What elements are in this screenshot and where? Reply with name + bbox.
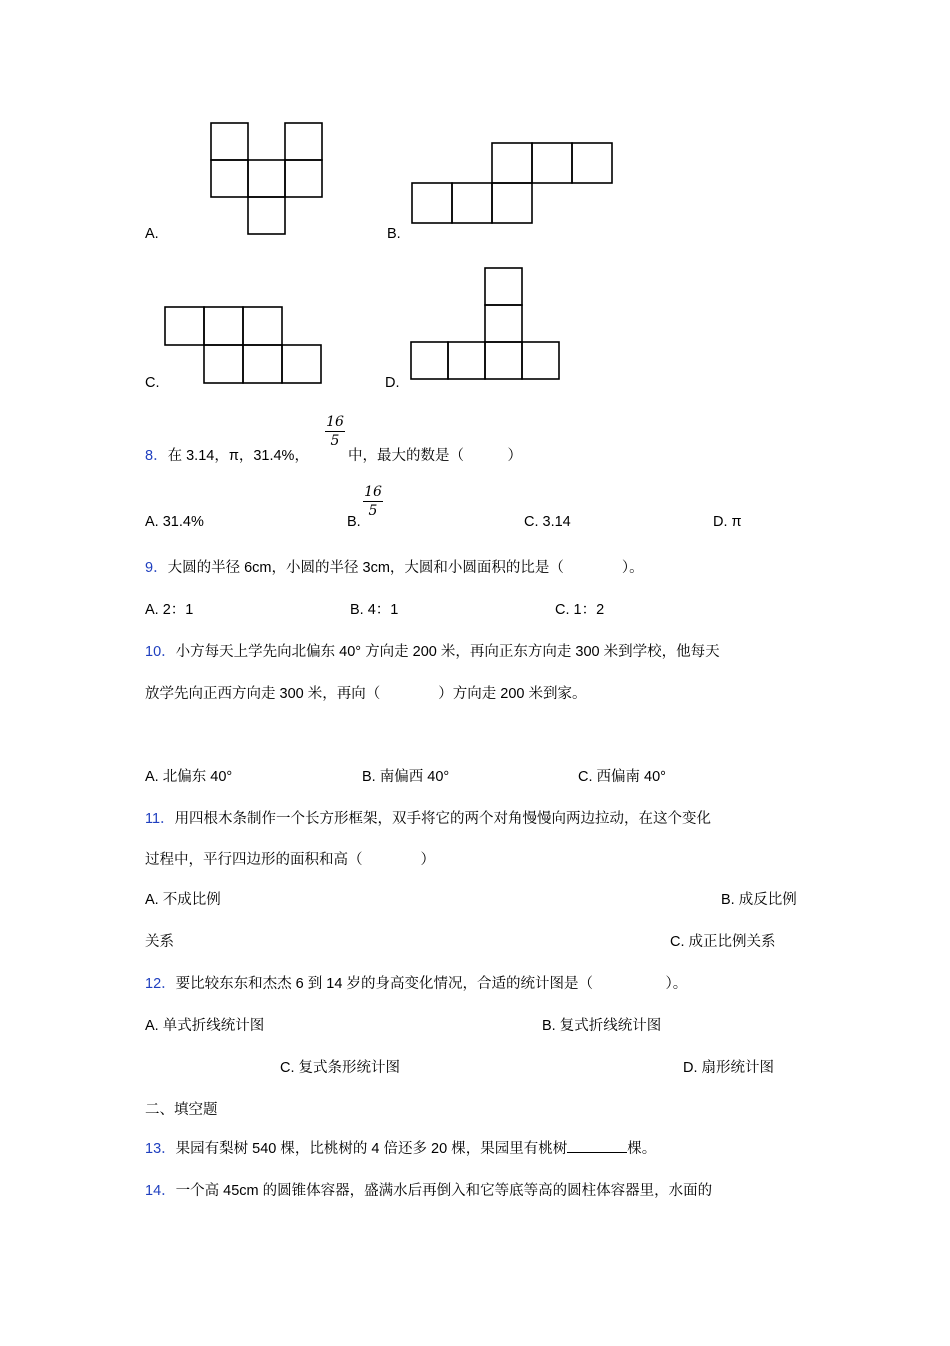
q14-text: 一个高 45cm 的圆锥体容器，盛满水后再倒入和它等底等高的圆柱体容器里，水面的 [175,1183,713,1199]
net-square [248,197,285,234]
net-square [448,342,485,379]
net-square [411,342,448,379]
q10-option-b: B. 南偏西 40° [362,769,450,785]
q8-number: 8． [145,448,168,464]
net-square [492,183,532,223]
q9-option-a: A. 2：1 [145,602,194,618]
q10-text-line1: 小方每天上学先向北偏东 40° 方向走 200 米，再向正东方向走 300 米到学校，他每天 [175,644,720,660]
q13-number: 13． [145,1141,176,1157]
q9-text: 大圆的半径 6cm，小圆的半径 3cm，大圆和小圆面积的比是（ ）。 [167,560,644,576]
q13-stem [145,1137,656,1158]
net-square [211,123,248,160]
net-square [452,183,492,223]
q8-text-after: 中，最大的数是（ ） [348,448,522,464]
q7-option-b-net [410,140,620,230]
fraction-denominator: 5 [330,433,340,449]
q8-stem [145,444,309,465]
q12-number: 12． [145,976,176,992]
net-square [572,143,612,183]
q8-option-d: D. π [713,514,742,530]
q8-fraction [325,414,345,449]
fraction-numerator: 16 [326,414,344,430]
net-square [285,160,322,197]
net-square [204,307,243,345]
q9-option-c: C. 1：2 [555,602,605,618]
q11-text-line1: 用四根木条制作一个长方形框架，双手将它的两个对角慢慢向两边拉动，在这个变化 [174,811,712,827]
net-square [248,160,285,197]
q11-option-a-continued: 关系 [145,934,174,950]
net-square [412,183,452,223]
q14-stem [145,1179,712,1200]
q11-option-b: B. 成反比例 [721,892,797,908]
q10-number: 10． [145,644,176,660]
net-square [285,123,322,160]
net-square [165,307,204,345]
q12-option-b: B. 复式折线统计图 [542,1018,662,1034]
q11-number: 11． [145,811,175,827]
q11-stem-line2: 过程中，平行四边形的面积和高（ ） [145,852,435,868]
net-square [282,345,321,383]
net-square [204,345,243,383]
q7-option-d-net [410,266,570,386]
q11-stem-line1 [145,807,711,828]
fraction-bar [363,501,383,502]
q7-option-a-label: A. [145,226,159,242]
q11-option-a: A. 不成比例 [145,892,221,908]
net-square [532,143,572,183]
q8-option-b-fraction [363,484,383,519]
net-square [485,268,522,305]
q8-option-c: C. 3.14 [524,514,571,530]
q13-text-before: 果园有梨树 540 棵，比桃树的 4 倍还多 20 棵，果园里有桃树 [175,1141,568,1157]
q8-option-b: B. [347,514,361,530]
q10-option-c: C. 西偏南 40° [578,769,666,785]
net-square [522,342,559,379]
q9-number: 9． [145,560,168,576]
net-square [211,160,248,197]
q8-option-a: A. 31.4% [145,514,204,530]
net-square [492,143,532,183]
q9-option-b: B. 4：1 [350,602,399,618]
q12-option-a: A. 单式折线统计图 [145,1018,265,1034]
net-square [243,345,282,383]
net-square [243,307,282,345]
q7-option-d-label: D. [385,375,400,391]
q10-stem-line1 [145,640,720,661]
q10-option-a: A. 北偏东 40° [145,769,233,785]
q7-option-b-label: B. [387,226,401,242]
section-title: 二、填空题 [145,1102,218,1118]
answer-blank[interactable] [567,1140,627,1153]
fraction-bar [325,431,345,432]
q7-option-c-label: C. [145,375,160,391]
q9-stem [145,556,644,577]
q7-option-a-net [208,120,328,240]
fraction-denominator: 5 [368,503,378,519]
q12-text: 要比较东东和杰杰 6 到 14 岁的身高变化情况，合适的统计图是（ ）。 [175,976,688,992]
q12-option-d: D. 扇形统计图 [683,1060,775,1076]
net-square [485,342,522,379]
q14-number: 14． [145,1183,176,1199]
q12-stem [145,972,687,993]
q8-text-before: 在 3.14，π，31.4%， [167,448,309,464]
q10-stem-line2: 放学先向正西方向走 300 米，再向（ ）方向走 200 米到家。 [145,686,587,702]
q12-option-c: C. 复式条形统计图 [280,1060,401,1076]
q13-text-after: 棵。 [627,1141,657,1157]
q7-option-c-net [162,305,327,395]
fraction-numerator: 16 [364,484,382,500]
q11-option-c: C. 成正比例关系 [670,934,776,950]
net-square [485,305,522,342]
